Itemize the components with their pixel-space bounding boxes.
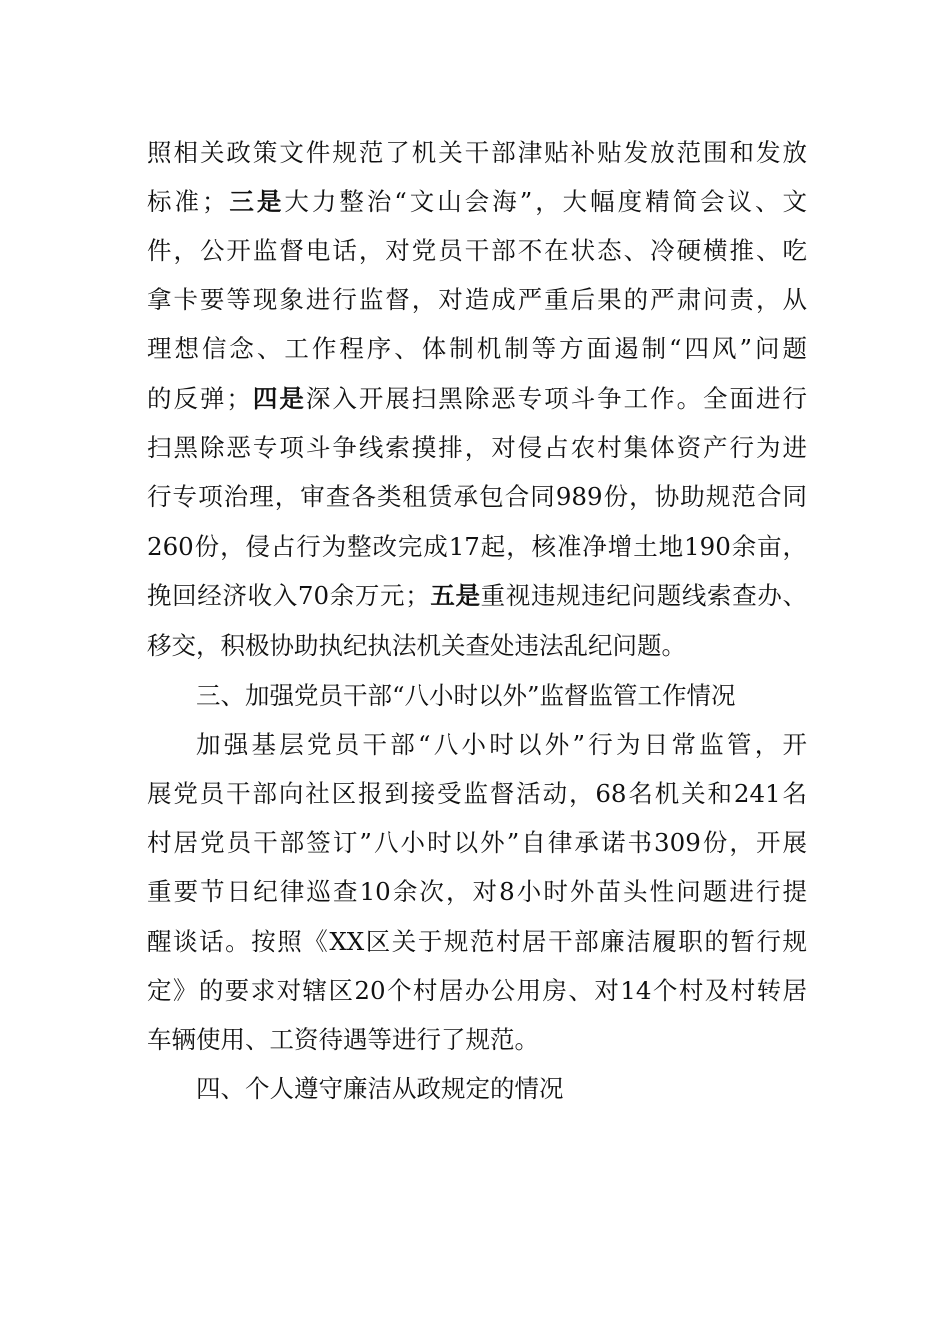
paragraph-line: 照相关政策文件规范了机关干部津贴补贴发放范围和发放 <box>147 138 807 167</box>
paragraph-line: 移交，积极协助执纪执法机关查处违法乱纪问题。 <box>147 631 686 660</box>
paragraph-line: 定》的要求对辖区20个村居办公用房、对14个村及村转居 <box>147 976 807 1005</box>
paragraph-line: 标准；三是大力整治“文山会海”，大幅度精简会议、文 <box>147 187 807 216</box>
paragraph-line: 理想信念、工作程序、体制机制等方面遏制“四风”问题 <box>147 334 807 363</box>
paragraph-line: 重要节日纪律巡查10余次，对8小时外苗头性问题进行提 <box>147 877 807 906</box>
emphasis-label: 四是 <box>250 384 306 413</box>
emphasis-label: 五是 <box>429 581 481 610</box>
section-heading-3: 三、加强党员干部“八小时以外”监督监管工作情况 <box>196 681 736 710</box>
paragraph-line: 醒谈话。按照《XX区关于规范村居干部廉洁履职的暂行规 <box>147 927 807 956</box>
paragraph-line: 加强基层党员干部“八小时以外”行为日常监管，开 <box>196 730 807 759</box>
section-heading-4: 四、个人遵守廉洁从政规定的情况 <box>196 1074 564 1103</box>
paragraph-line: 扫黑除恶专项斗争线索摸排，对侵占农村集体资产行为进 <box>147 433 807 462</box>
paragraph-line: 件，公开监督电话，对党员干部不在状态、冷硬横推、吃 <box>147 236 807 265</box>
paragraph-line: 村居党员干部签订”八小时以外”自律承诺书309份，开展 <box>147 828 807 857</box>
paragraph-line: 的反弹；四是深入开展扫黑除恶专项斗争工作。全面进行 <box>147 384 807 413</box>
emphasis-label: 三是 <box>226 187 285 216</box>
paragraph-line: 展党员干部向社区报到接受监督活动，68名机关和241名 <box>147 779 807 808</box>
paragraph-line: 拿卡要等现象进行监督，对造成严重后果的严肃问责，从 <box>147 285 807 314</box>
paragraph-line: 行专项治理，审查各类租赁承包合同989份，协助规范合同 <box>147 482 807 511</box>
paragraph-line: 260份，侵占行为整改完成17起，核准净增土地190余亩， <box>147 532 807 561</box>
paragraph-line: 挽回经济收入70余万元；五是重视违规违纪问题线索查办、 <box>147 581 808 610</box>
paragraph-line: 车辆使用、工资待遇等进行了规范。 <box>147 1025 539 1054</box>
